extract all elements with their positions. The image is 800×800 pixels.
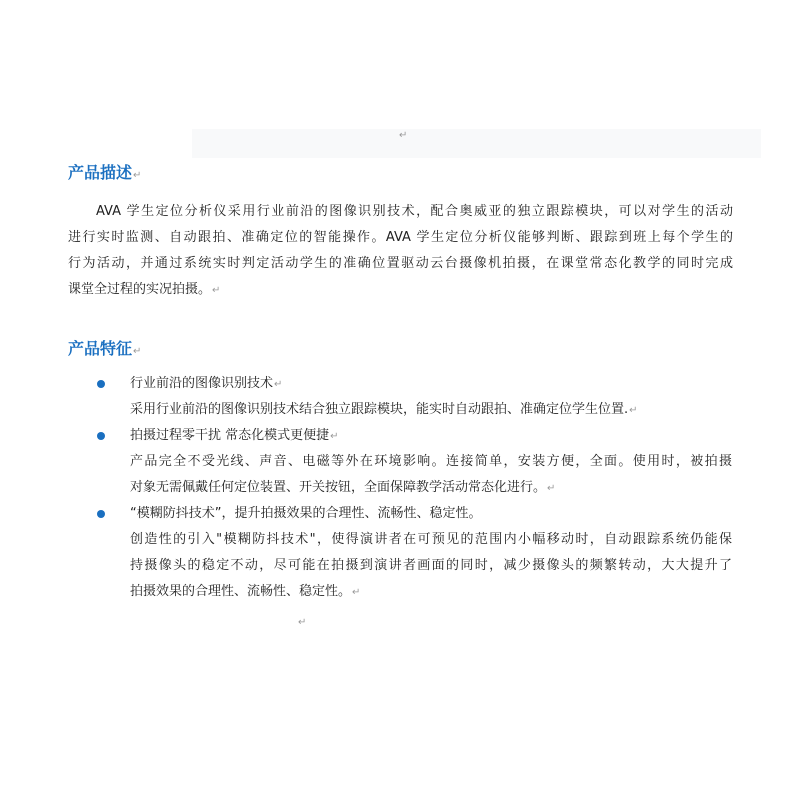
feature-body-line: 持摄像头的稳定不动，尽可能在拍摄到演讲者画面的同时，减少摄像头的频繁转动，大大提升了 xyxy=(130,558,732,573)
feature-title-text: “模糊防抖技术”，提升拍摄效果的合理性、流畅性、稳定性。 xyxy=(130,506,482,521)
feature-body-line xyxy=(130,475,732,501)
feature-body xyxy=(130,449,732,501)
paragraph-mark-icon: ↵ xyxy=(330,431,339,442)
description-line: 进行实时监测、自动跟拍、准确定位的智能操作。AVA 学生定位分析仪能够判断、跟踪到班上每个学生的 xyxy=(68,230,733,245)
paragraph-mark-icon: ↵ xyxy=(274,379,283,390)
description-line: AVA 学生定位分析仪采用行业前沿的图像识别技术，配合奥威亚的独立跟踪模块，可以对学生的活动 xyxy=(96,204,733,219)
product-description-paragraph xyxy=(68,199,733,303)
feature-title-text: 行业前沿的图像识别技术 xyxy=(130,376,274,391)
description-line: 行为活动，并通过系统实时判定活动学生的准确位置驱动云台摄像机拍摄，在课堂常态化教学的同时完成 xyxy=(68,256,733,271)
feature-body-line xyxy=(130,397,732,423)
feature-body-line-text: 采用行业前沿的图像识别技术结合独立跟踪模块，能实时自动跟拍、准确定位学生位置. xyxy=(130,402,629,417)
description-line xyxy=(68,277,733,303)
feature-title xyxy=(130,423,800,449)
paragraph-mark-icon: ↵ xyxy=(629,405,638,416)
feature-body xyxy=(130,397,732,423)
paragraph-mark-icon: ↵ xyxy=(547,483,556,494)
feature-item xyxy=(0,423,800,501)
feature-body-line xyxy=(130,579,732,605)
feature-item xyxy=(0,371,800,423)
feature-title-text: 拍摄过程零干扰 常态化模式更便捷 xyxy=(130,428,330,443)
empty-paragraph-box xyxy=(192,129,761,158)
feature-body-line-text: 对象无需佩戴任何定位装置、开关按钮，全面保障教学活动常态化进行。 xyxy=(130,480,547,495)
feature-body xyxy=(130,527,732,605)
paragraph-mark-icon: ↵ xyxy=(352,587,361,598)
heading-text: 产品特征 xyxy=(68,339,133,358)
paragraph-mark-icon: ↵ xyxy=(298,617,307,628)
feature-title xyxy=(130,371,800,397)
feature-body-line: 创造性的引入"模糊防抖技术"，使得演讲者在可预见的范围内小幅移动时，自动跟踪系统仍能保 xyxy=(130,532,732,547)
feature-title xyxy=(130,501,800,527)
product-description-heading xyxy=(68,163,141,186)
feature-item xyxy=(0,501,800,605)
description-line-text: 课堂全过程的实况拍摄。 xyxy=(68,282,212,297)
feature-body-line: 产品完全不受光线、声音、电磁等外在环境影响。连接简单，安装方便，全面。使用时，被拍摄 xyxy=(130,454,732,469)
paragraph-mark-icon: ↵ xyxy=(133,170,142,181)
paragraph-mark-icon: ↵ xyxy=(399,130,408,141)
paragraph-mark-icon: ↵ xyxy=(133,346,142,357)
product-features-heading xyxy=(68,339,141,362)
bullet-dot-icon xyxy=(97,380,105,388)
feature-body-line-text: 拍摄效果的合理性、流畅性、稳定性。 xyxy=(130,584,352,599)
heading-text: 产品描述 xyxy=(68,163,133,182)
bullet-dot-icon xyxy=(97,510,105,518)
paragraph-mark-icon: ↵ xyxy=(212,285,221,296)
bullet-dot-icon xyxy=(97,432,105,440)
feature-list xyxy=(0,371,800,605)
